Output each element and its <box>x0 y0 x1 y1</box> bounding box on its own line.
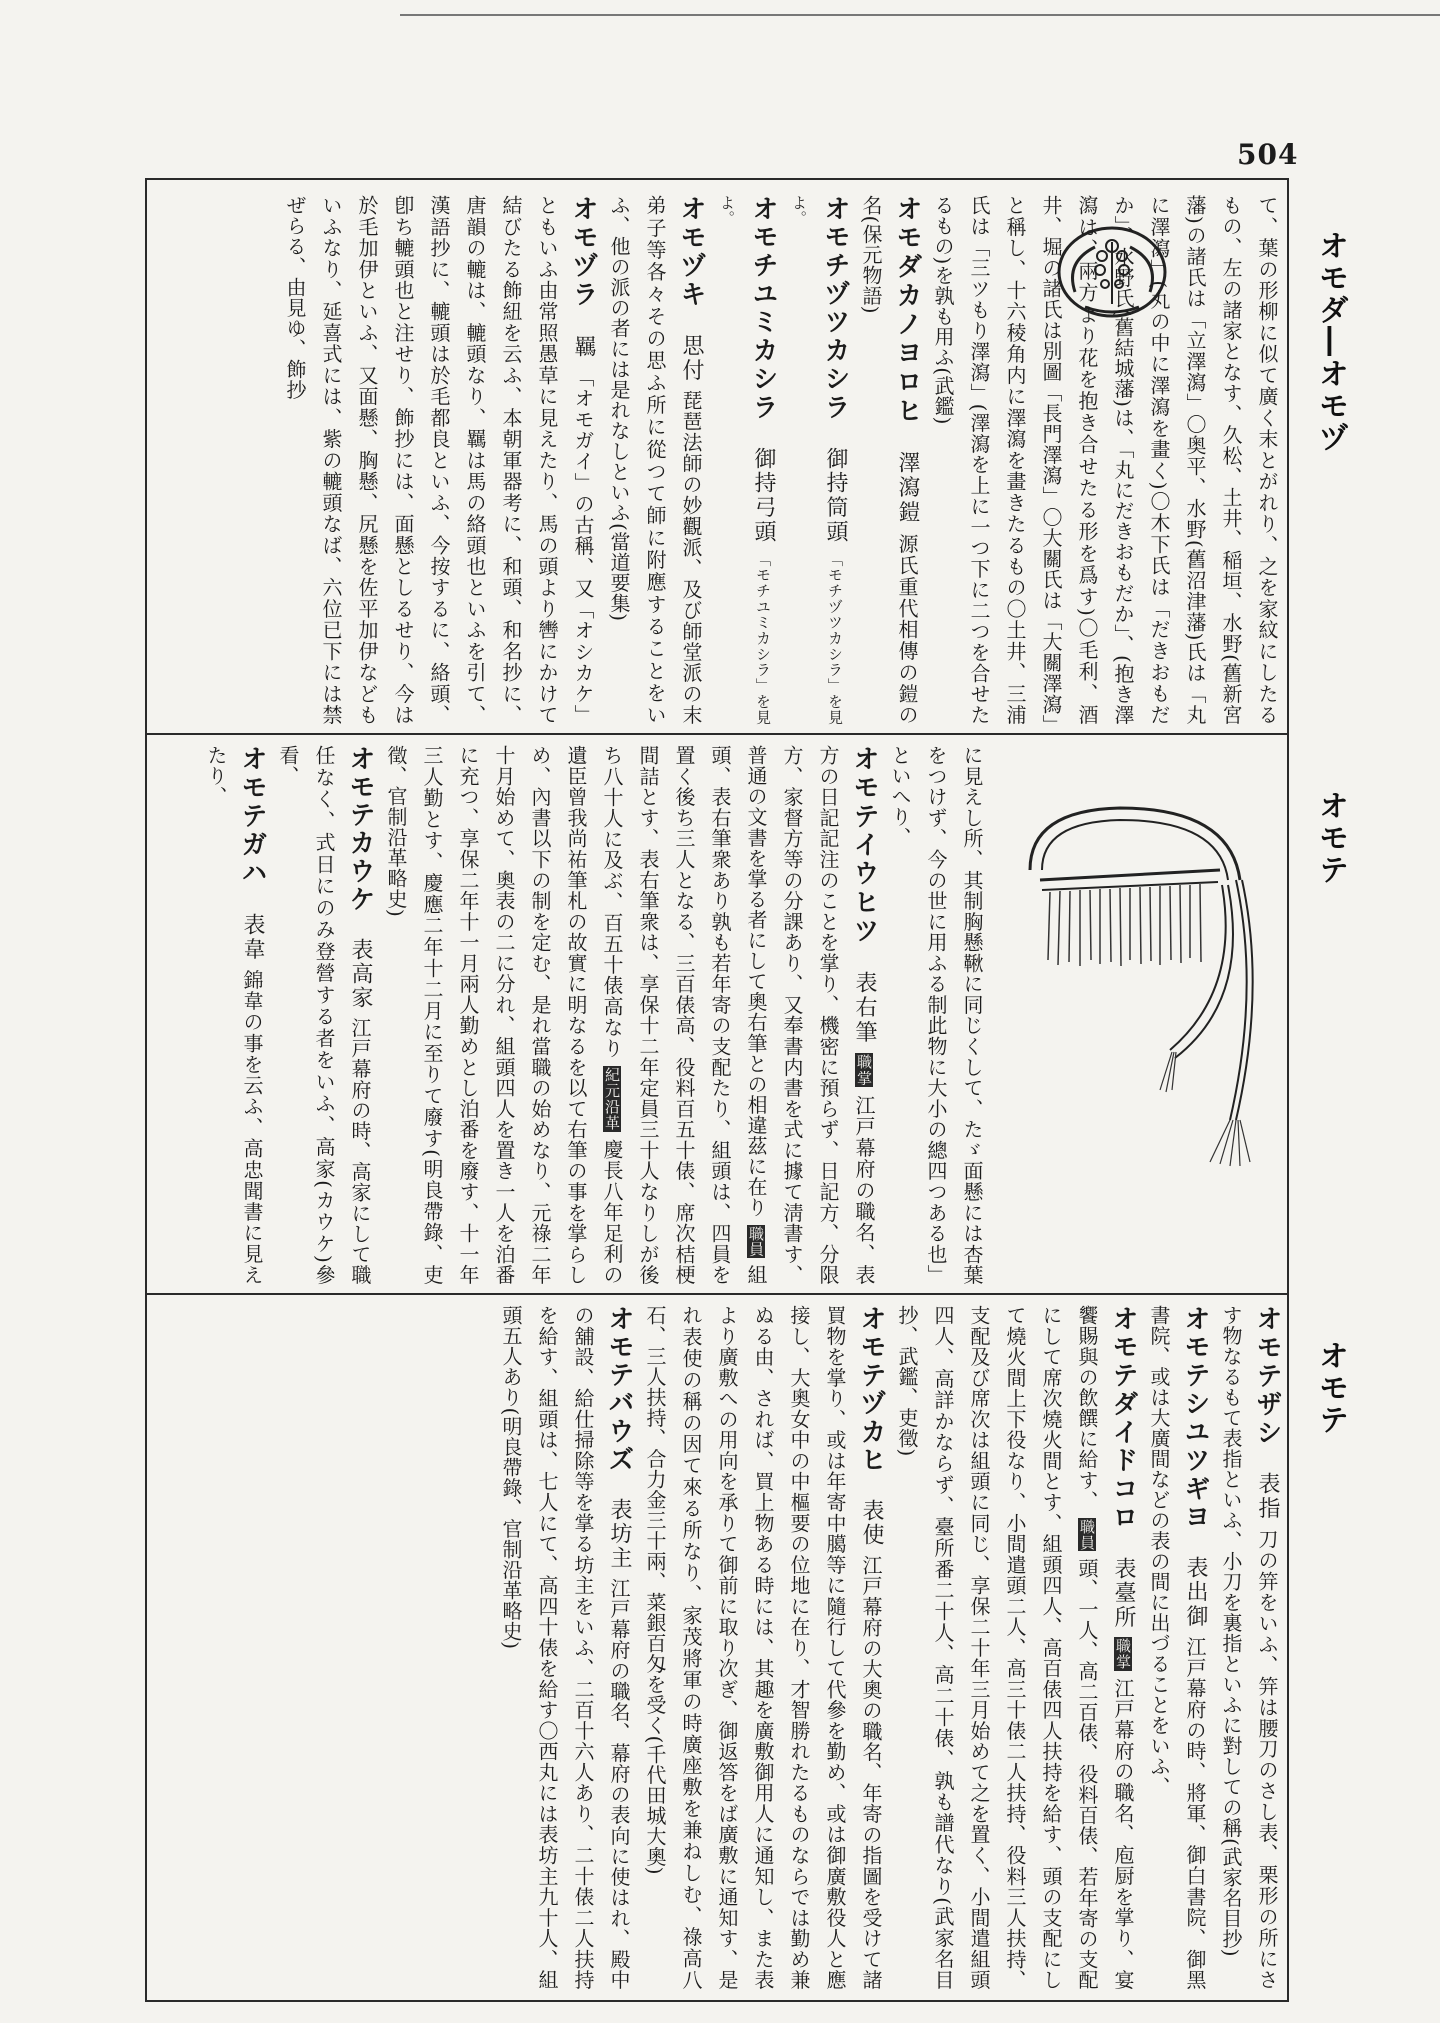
entry-kanji: 表坊主 <box>607 1498 632 1571</box>
entry-headword: オモヅキ <box>676 195 706 309</box>
entry-headword: オモダカノヨロヒ <box>892 195 922 426</box>
middle-section <box>160 745 990 1285</box>
continuation-paragraph: に見えし所、其制胸懸鞦に同じくして、たゞ面懸には杏葉をつけず、今の世に用ふる制此物に大小の總四つある也」といへり、 <box>888 745 984 1285</box>
entry-kanji: 澤瀉鎧 <box>895 451 920 526</box>
continuation-paragraph: て、葉の形柳に似て廣く末とがれり、之を家紋にしたるもの、左の諸家となす、久松、土井、稲垣、水野(舊新宮藩)の諸氏は「立澤瀉」〇奥平、水野(舊沼津藩)氏は「丸に澤瀉」(丸の中に澤瀉を畫く)〇木下氏は「だきおもだか」、水野氏(舊結城藩)は、「丸にだきおもだか」、(抱き澤瀉は、兩方より花を抱き合せたる形を爲す)〇毛利、酒井、堀の諸氏は別圖「長門澤瀉」〇大關氏は「大關澤瀉」と稱し、十六稜角内に澤瀉を畫きたるもの〇土井、三浦氏は「三ツもり澤瀉」(澤瀉を上に一つ下に二つを合せたるもの)を孰も用ふ(武鑑) <box>931 195 1279 725</box>
entry-omote-iuhitsu <box>378 745 882 1285</box>
entry-body: 「オモガイ」の古稱、又「オシカケ」ともいふ由常照愚草に見えたり、馬の頭より轡にかけて結びたる飾紐を云ふ、本朝軍器考に、和頭、和名抄に、唐韻の轆は、轆頭なり、羈は馬の絡頭也といふを引て、漢語抄に、轆頭は於毛都良といふ、今按するに、絡頭、卽ち轆頭也と注せり、飾抄には、面懸としるせり、今は於毛加伊といふ、又面懸、胸懸、尻懸を佐平加伊などもいふなり、延喜式には、紫の轆頭なば、六位已下には禁ぜらる、由見ゆ、飾抄 <box>283 195 595 725</box>
entry-body: 江戸幕府の大奧の職名、年寄の指圖を受けて諸買物を掌り、或は年寄中臈等に隨行して代參を勤め、或は御廣敷役人と應接し、大奧女中の中樞要の位地に在り、才智勝れたるものならでは勤め兼ぬる由、されば、買上物ある時には、其趣を廣敷御用人に通知し、また表より廣敷への用向を承りて御前に取り次ぎ、御返答をば廣敷に通知す、是れ表使の稱の因て來る所なり、家茂將軍の時廣座敷を兼ねしむ、祿高八石、三人扶持、合力金三十兩、菜銀百匁を受く(千代田城大奧) <box>643 1305 883 1990</box>
entry-body: 慶長八年足利の遺臣曾我尚祐筆札の故實に明なるを以て右筆の事を掌らしめ、內書以下の制を定む、是れ當職の始めなり、元祿二年十月始めて、奧表の二に分れ、組頭四人を置き一人を泊番に充つ、享保二年十一月兩人勤めとし泊番を廢す、十一年三人勤とす、慶應二年十二月に至りて廢す(明良帶錄、吏徵、官制沿革略史) <box>384 745 624 1285</box>
entry-headword: オモヅラ <box>568 195 598 310</box>
entry-body: 錦韋の事を云ふ、高忠聞書に見えたり、 <box>204 745 264 1285</box>
entry-kanji: 御持弓頭 <box>751 446 776 544</box>
top-rule <box>400 14 1440 16</box>
entry-kanji: 表出御 <box>1183 1556 1208 1630</box>
entry-kanji: 表右筆 <box>852 971 877 1046</box>
running-head-top: オモダ―オモヅ <box>1313 230 1348 454</box>
entry-headword: オモテザシ <box>1252 1305 1282 1448</box>
entry-kanji: 表韋 <box>240 912 265 963</box>
entry-omote-shutsugyo <box>1141 1305 1213 1990</box>
running-head-bottom: オモテ <box>1313 1340 1348 1436</box>
entry-kanji: 表高家 <box>348 938 373 1011</box>
entry-headword: オモチヅツカシラ <box>820 195 850 422</box>
entry-omozuki <box>601 195 709 725</box>
entry-omodaka-no-yoroi <box>853 195 925 725</box>
entry-body: 琵琶法師の妙觀派、及び師堂派の末弟子等各々その思ふ所に從つて師に附應することをいふ、他の派の者には是れなしといふ(當道要集) <box>607 195 703 725</box>
entry-body: 組頭、表右筆衆あり孰も若年寄の支配たり、組頭は、四員を置く後ち三人となる、三百俵高、役料百五十俵、席次桔梗間詰とす、表右筆衆は、享保十二年定員三十人なりしが後ち八十人に及ぶ、百五十俵高なり <box>600 745 768 1285</box>
category-tag: 職員 <box>747 1225 765 1257</box>
entry-kanji: 表臺所 <box>1111 1556 1136 1630</box>
category-tag: 紀元沿革 <box>603 1067 621 1131</box>
section-divider-top <box>145 733 1287 735</box>
section-divider-bottom <box>145 1293 1287 1295</box>
entry-headword: オモテシユツギヨ <box>1180 1305 1210 1532</box>
page-number: 504 <box>1237 138 1299 171</box>
entry-crossref: 「モチユミカシラ」を見よ。 <box>718 195 772 725</box>
category-tag: 職掌 <box>1114 1637 1132 1670</box>
category-tag: 職掌 <box>855 1053 873 1087</box>
omozura-harness-illustration <box>1000 790 1270 1170</box>
entry-body: 刀の笄をいふ、笄は腰刀のさし表、栗形の所にさす物なるもて表指といふ、小刀を裏指といふに對しての稱(武家名目抄) <box>1219 1305 1279 1990</box>
entry-kanji: 表使 <box>859 1499 884 1548</box>
entry-omochizutsu-kashira <box>781 195 853 725</box>
category-tag: 職員 <box>1078 1518 1096 1550</box>
entry-headword: オモテカウケ <box>345 745 375 914</box>
entry-headword: オモチユミカシラ <box>748 195 778 422</box>
entry-kanji: 羈 <box>571 334 596 360</box>
entry-headword: オモテヅカヒ <box>856 1305 886 1475</box>
entry-crossref: 「モチヅツカシラ」を見よ。 <box>790 195 844 725</box>
entry-headword: オモテダイドコロ <box>1108 1305 1138 1532</box>
entry-omote-zashi <box>1213 1305 1285 1990</box>
entry-body: 江戸幕府の職名、表方の日記記注のことを掌り、機密に預らず、日記方、分限方、家督方等の分課あり、又奉書内書を式に據て淸書す、普通の文書を掌る者にして奧右筆との相違茲に在り <box>744 745 876 1285</box>
entry-kanji: 御持筒頭 <box>823 446 848 544</box>
entry-omote-kauke <box>270 745 378 1285</box>
entry-body: 源氏重代相傳の鎧の名(保元物語) <box>859 195 919 725</box>
entry-kanji: 思付 <box>679 333 704 383</box>
entry-body: 江戸幕府の職名、庖厨を掌り、宴饗賜與の飲饌に給す、 <box>1075 1305 1135 1990</box>
entry-omote-bauzu <box>493 1305 637 1990</box>
entry-headword: オモテイウヒツ <box>849 745 879 946</box>
entry-body: 頭、一人、高二百俵、役料百俵、若年寄の支配にして席次燒火間とす、組頭四人、高百俵四人扶持を給す、頭の支配にして燒火間上下役なり、小間遣頭二人、高三十俵二人扶持、役料三人扶持、支配及び席次は組頭に同じ、享保二十年三月始めて之を置く、小間遣組頭四人、高詳かならず、臺所番二十人、高二十俵、孰も譜代なり(武家名目抄、武鑑、吏徵) <box>895 1305 1099 1990</box>
entry-kanji: 表指 <box>1255 1472 1280 1522</box>
running-head-middle: オモテ <box>1313 790 1348 886</box>
entry-omozura <box>277 195 601 725</box>
entry-omochiyumi-kashira <box>709 195 781 725</box>
entry-omote-daidokoro <box>889 1305 1141 1990</box>
entry-body: 江戸幕府の時、高家にして職任なく、式日にのみ登營する者をいふ、高家(カウケ)參看、 <box>276 745 372 1285</box>
entry-omote-zukai <box>637 1305 889 1990</box>
bottom-section <box>160 1305 1285 1990</box>
entry-headword: オモテバウズ <box>604 1305 634 1474</box>
entry-body: 江戸幕府の職名、幕府の表向に使はれ、殿中の舖設、給仕掃除等を掌る坊主をいふ、二百十六人あり、二十俵二人扶持を給す、組頭は、七人にて、高四十俵を給す〇西丸には表坊主九十人、組頭五人あり(明良帶錄、官制沿革略史) <box>499 1305 631 1990</box>
entry-body: 江戸幕府の時、將軍、御白書院、御黑書院、或は大廣間などの表の間に出づることをいふ、 <box>1147 1305 1207 1990</box>
entry-omote-gawa <box>198 745 270 1285</box>
top-section <box>160 195 1285 725</box>
entry-headword: オモテガハ <box>237 745 267 888</box>
